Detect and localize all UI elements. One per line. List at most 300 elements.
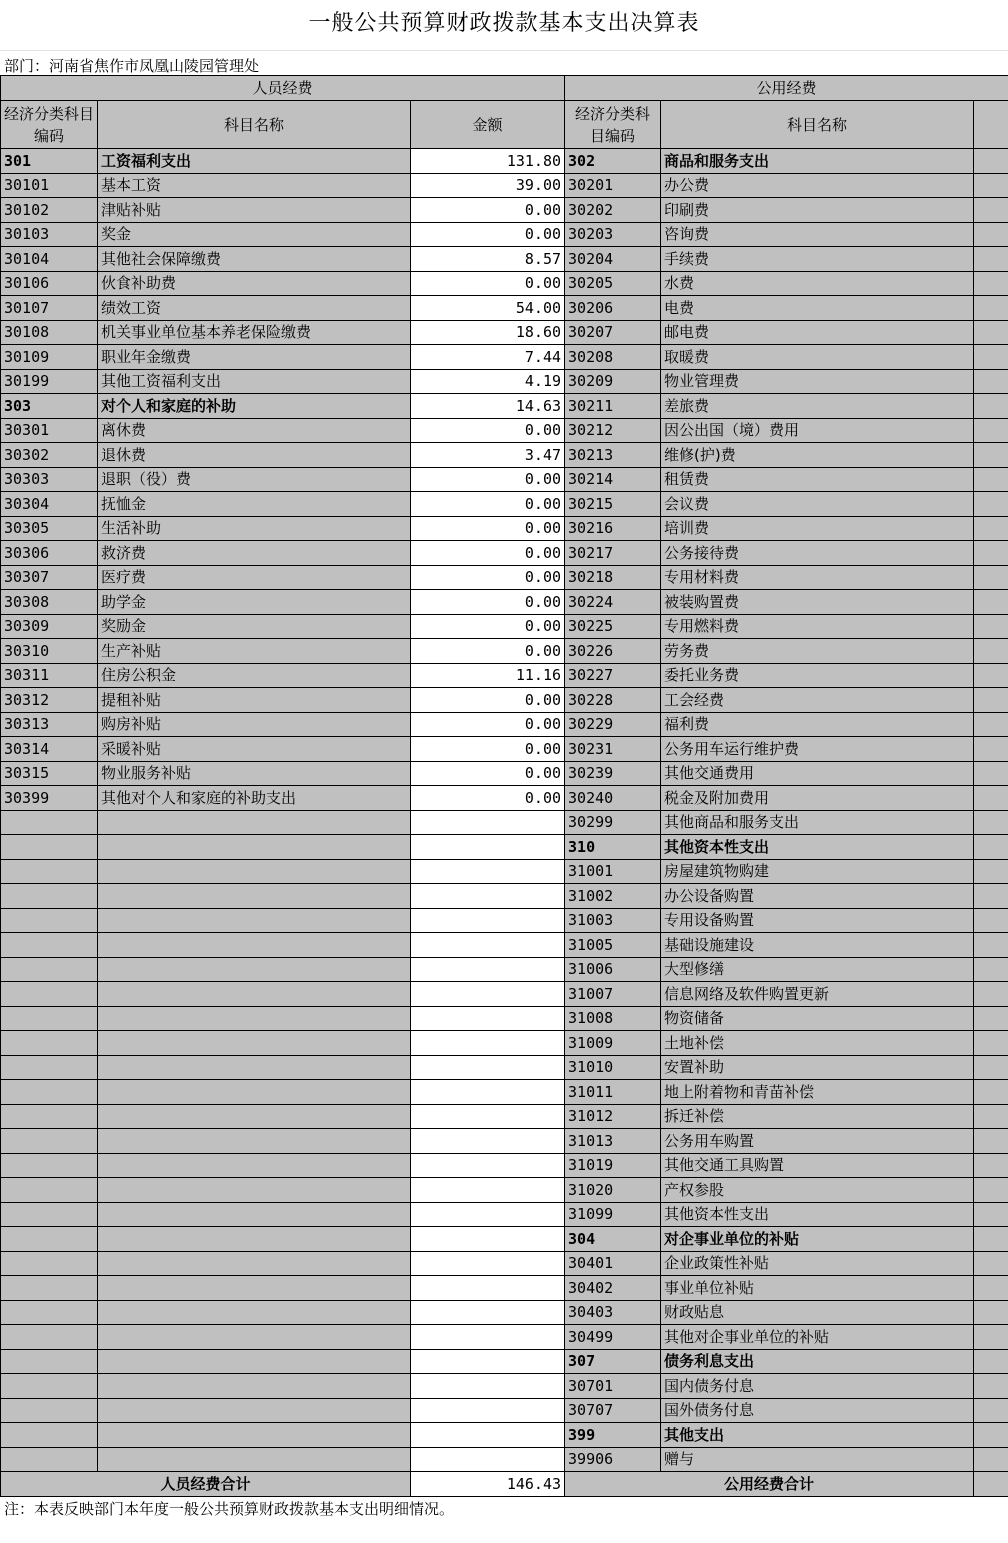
public-name-cell[interactable]: 咨询费 (661, 222, 974, 247)
public-amount-cell[interactable] (974, 712, 1008, 737)
personnel-code-cell[interactable]: 303 (1, 394, 98, 419)
public-name-cell[interactable]: 安置补助 (661, 1055, 974, 1080)
personnel-amount-cell[interactable]: 7.44 (411, 345, 565, 370)
public-amount-cell[interactable] (974, 1227, 1008, 1252)
public-name-cell[interactable]: 其他资本性支出 (661, 835, 974, 860)
personnel-code-cell[interactable]: 30311 (1, 663, 98, 688)
personnel-amount-cell[interactable]: 0.00 (411, 467, 565, 492)
personnel-amount-cell[interactable]: 0.00 (411, 565, 565, 590)
personnel-amount-cell[interactable] (411, 1349, 565, 1374)
public-name-cell[interactable]: 劳务费 (661, 639, 974, 664)
personnel-code-cell[interactable] (1, 1006, 98, 1031)
personnel-code-cell[interactable] (1, 835, 98, 860)
personnel-code-cell[interactable]: 301 (1, 149, 98, 174)
personnel-amount-cell[interactable]: 0.00 (411, 492, 565, 517)
personnel-amount-cell[interactable]: 14.63 (411, 394, 565, 419)
personnel-name-cell[interactable] (98, 1080, 411, 1105)
personnel-name-cell[interactable]: 医疗费 (98, 565, 411, 590)
personnel-code-cell[interactable] (1, 1325, 98, 1350)
personnel-name-cell[interactable] (98, 1055, 411, 1080)
public-code-cell[interactable]: 31001 (565, 859, 661, 884)
personnel-amount-cell[interactable]: 0.00 (411, 614, 565, 639)
public-code-cell[interactable]: 31006 (565, 957, 661, 982)
personnel-name-cell[interactable]: 离休费 (98, 418, 411, 443)
personnel-name-cell[interactable] (98, 884, 411, 909)
personnel-name-cell[interactable]: 奖金 (98, 222, 411, 247)
public-name-cell[interactable]: 物业管理费 (661, 369, 974, 394)
personnel-code-cell[interactable]: 30101 (1, 173, 98, 198)
public-name-cell[interactable]: 税金及附加费用 (661, 786, 974, 811)
public-amount-cell[interactable] (974, 1080, 1008, 1105)
public-amount-cell[interactable] (974, 590, 1008, 615)
personnel-amount-cell[interactable]: 131.80 (411, 149, 565, 174)
personnel-code-cell[interactable] (1, 1447, 98, 1472)
public-amount-cell[interactable] (974, 1202, 1008, 1227)
personnel-amount-cell[interactable]: 0.00 (411, 786, 565, 811)
personnel-code-cell[interactable] (1, 1055, 98, 1080)
public-amount-cell[interactable] (974, 1300, 1008, 1325)
public-amount-cell[interactable] (974, 1276, 1008, 1301)
public-code-cell[interactable]: 30218 (565, 565, 661, 590)
personnel-amount-cell[interactable] (411, 1031, 565, 1056)
public-code-cell[interactable]: 30224 (565, 590, 661, 615)
public-name-cell[interactable]: 其他交通工具购置 (661, 1153, 974, 1178)
public-name-cell[interactable]: 债务利息支出 (661, 1349, 974, 1374)
public-code-cell[interactable]: 30225 (565, 614, 661, 639)
personnel-code-cell[interactable]: 30108 (1, 320, 98, 345)
personnel-code-cell[interactable] (1, 1349, 98, 1374)
personnel-name-cell[interactable] (98, 1202, 411, 1227)
personnel-code-cell[interactable] (1, 1153, 98, 1178)
public-code-cell[interactable]: 31002 (565, 884, 661, 909)
public-amount-cell[interactable] (974, 688, 1008, 713)
public-code-cell[interactable]: 31013 (565, 1129, 661, 1154)
personnel-amount-cell[interactable] (411, 1398, 565, 1423)
public-code-cell[interactable]: 30213 (565, 443, 661, 468)
personnel-code-cell[interactable]: 30109 (1, 345, 98, 370)
personnel-name-cell[interactable] (98, 982, 411, 1007)
personnel-code-cell[interactable]: 30310 (1, 639, 98, 664)
public-name-cell[interactable]: 其他资本性支出 (661, 1202, 974, 1227)
public-code-cell[interactable]: 30205 (565, 271, 661, 296)
personnel-name-cell[interactable] (98, 1423, 411, 1448)
public-name-cell[interactable]: 公务用车购置 (661, 1129, 974, 1154)
personnel-name-cell[interactable] (98, 1447, 411, 1472)
public-name-cell[interactable]: 产权参股 (661, 1178, 974, 1203)
public-code-cell[interactable]: 30217 (565, 541, 661, 566)
public-code-cell[interactable]: 307 (565, 1349, 661, 1374)
personnel-code-cell[interactable] (1, 1251, 98, 1276)
public-amount-cell[interactable] (974, 1031, 1008, 1056)
public-name-cell[interactable]: 福利费 (661, 712, 974, 737)
public-code-cell[interactable]: 30204 (565, 247, 661, 272)
public-amount-cell[interactable] (974, 173, 1008, 198)
public-code-cell[interactable]: 30215 (565, 492, 661, 517)
public-amount-cell[interactable] (974, 1398, 1008, 1423)
public-amount-cell[interactable] (974, 1104, 1008, 1129)
personnel-name-cell[interactable] (98, 1349, 411, 1374)
personnel-amount-cell[interactable] (411, 957, 565, 982)
personnel-name-cell[interactable] (98, 1398, 411, 1423)
public-code-cell[interactable]: 399 (565, 1423, 661, 1448)
public-amount-cell[interactable] (974, 614, 1008, 639)
personnel-amount-cell[interactable] (411, 1055, 565, 1080)
personnel-name-cell[interactable] (98, 1227, 411, 1252)
public-code-cell[interactable]: 30211 (565, 394, 661, 419)
personnel-amount-cell[interactable] (411, 1129, 565, 1154)
personnel-name-cell[interactable] (98, 933, 411, 958)
personnel-code-cell[interactable]: 30399 (1, 786, 98, 811)
public-code-cell[interactable]: 30209 (565, 369, 661, 394)
personnel-amount-cell[interactable] (411, 835, 565, 860)
public-name-cell[interactable]: 地上附着物和青苗补偿 (661, 1080, 974, 1105)
personnel-amount-cell[interactable] (411, 1080, 565, 1105)
personnel-total-amount[interactable]: 146.43 (411, 1472, 565, 1497)
personnel-name-cell[interactable] (98, 1031, 411, 1056)
personnel-amount-cell[interactable] (411, 1447, 565, 1472)
personnel-code-cell[interactable]: 30102 (1, 198, 98, 223)
public-amount-cell[interactable] (974, 786, 1008, 811)
public-amount-cell[interactable] (974, 516, 1008, 541)
public-amount-cell[interactable] (974, 1349, 1008, 1374)
public-name-cell[interactable]: 大型修缮 (661, 957, 974, 982)
personnel-code-cell[interactable]: 30309 (1, 614, 98, 639)
personnel-code-cell[interactable] (1, 1300, 98, 1325)
personnel-name-cell[interactable] (98, 1178, 411, 1203)
public-amount-cell[interactable] (974, 761, 1008, 786)
public-code-cell[interactable]: 304 (565, 1227, 661, 1252)
public-amount-cell[interactable] (974, 982, 1008, 1007)
personnel-amount-cell[interactable] (411, 1374, 565, 1399)
personnel-name-cell[interactable]: 退休费 (98, 443, 411, 468)
personnel-name-cell[interactable] (98, 1374, 411, 1399)
personnel-code-cell[interactable]: 30305 (1, 516, 98, 541)
public-code-cell[interactable]: 31012 (565, 1104, 661, 1129)
public-code-cell[interactable]: 30239 (565, 761, 661, 786)
personnel-amount-cell[interactable] (411, 933, 565, 958)
public-name-cell[interactable]: 商品和服务支出 (661, 149, 974, 174)
public-code-cell[interactable]: 30240 (565, 786, 661, 811)
personnel-name-cell[interactable]: 抚恤金 (98, 492, 411, 517)
personnel-amount-cell[interactable]: 3.47 (411, 443, 565, 468)
public-code-cell[interactable]: 30228 (565, 688, 661, 713)
public-amount-cell[interactable] (974, 1251, 1008, 1276)
public-code-cell[interactable]: 31003 (565, 908, 661, 933)
public-code-cell[interactable]: 31009 (565, 1031, 661, 1056)
personnel-name-cell[interactable]: 住房公积金 (98, 663, 411, 688)
personnel-code-cell[interactable] (1, 1080, 98, 1105)
public-name-cell[interactable]: 租赁费 (661, 467, 974, 492)
personnel-name-cell[interactable]: 救济费 (98, 541, 411, 566)
public-amount-cell[interactable] (974, 737, 1008, 762)
personnel-amount-cell[interactable]: 0.00 (411, 418, 565, 443)
personnel-code-cell[interactable] (1, 1129, 98, 1154)
personnel-code-cell[interactable] (1, 1031, 98, 1056)
personnel-amount-cell[interactable]: 0.00 (411, 639, 565, 664)
public-name-cell[interactable]: 公务用车运行维护费 (661, 737, 974, 762)
personnel-code-cell[interactable]: 30106 (1, 271, 98, 296)
public-amount-cell[interactable] (974, 394, 1008, 419)
public-name-cell[interactable]: 对企事业单位的补贴 (661, 1227, 974, 1252)
personnel-name-cell[interactable]: 购房补贴 (98, 712, 411, 737)
public-name-cell[interactable]: 事业单位补贴 (661, 1276, 974, 1301)
public-amount-cell[interactable] (974, 639, 1008, 664)
personnel-amount-cell[interactable] (411, 1227, 565, 1252)
personnel-name-cell[interactable]: 生产补贴 (98, 639, 411, 664)
personnel-code-cell[interactable]: 30301 (1, 418, 98, 443)
personnel-name-cell[interactable] (98, 1006, 411, 1031)
personnel-amount-cell[interactable] (411, 1178, 565, 1203)
public-name-cell[interactable]: 工会经费 (661, 688, 974, 713)
public-name-cell[interactable]: 电费 (661, 296, 974, 321)
personnel-name-cell[interactable]: 机关事业单位基本养老保险缴费 (98, 320, 411, 345)
personnel-amount-cell[interactable]: 0.00 (411, 271, 565, 296)
personnel-amount-cell[interactable]: 0.00 (411, 688, 565, 713)
public-amount-cell[interactable] (974, 541, 1008, 566)
public-name-cell[interactable]: 专用设备购置 (661, 908, 974, 933)
personnel-code-cell[interactable]: 30312 (1, 688, 98, 713)
personnel-amount-cell[interactable] (411, 1104, 565, 1129)
public-amount-cell[interactable] (974, 1178, 1008, 1203)
personnel-code-cell[interactable] (1, 859, 98, 884)
public-name-cell[interactable]: 差旅费 (661, 394, 974, 419)
public-amount-cell[interactable] (974, 957, 1008, 982)
public-name-cell[interactable]: 房屋建筑物购建 (661, 859, 974, 884)
public-name-cell[interactable]: 其他交通费用 (661, 761, 974, 786)
personnel-code-cell[interactable] (1, 1202, 98, 1227)
public-code-cell[interactable]: 31008 (565, 1006, 661, 1031)
public-amount-cell[interactable] (974, 1374, 1008, 1399)
personnel-amount-cell[interactable]: 0.00 (411, 761, 565, 786)
personnel-code-cell[interactable]: 30199 (1, 369, 98, 394)
public-amount-cell[interactable] (974, 369, 1008, 394)
personnel-amount-cell[interactable]: 4.19 (411, 369, 565, 394)
personnel-code-cell[interactable] (1, 933, 98, 958)
personnel-name-cell[interactable]: 其他工资福利支出 (98, 369, 411, 394)
personnel-name-cell[interactable] (98, 859, 411, 884)
personnel-code-cell[interactable]: 30302 (1, 443, 98, 468)
personnel-amount-cell[interactable] (411, 1251, 565, 1276)
personnel-name-cell[interactable] (98, 1276, 411, 1301)
public-amount-cell[interactable] (974, 149, 1008, 174)
public-code-cell[interactable]: 31019 (565, 1153, 661, 1178)
public-amount-cell[interactable] (974, 320, 1008, 345)
personnel-code-cell[interactable] (1, 1423, 98, 1448)
public-amount-cell[interactable] (974, 835, 1008, 860)
personnel-amount-cell[interactable]: 0.00 (411, 590, 565, 615)
public-name-cell[interactable]: 办公设备购置 (661, 884, 974, 909)
personnel-code-cell[interactable]: 30103 (1, 222, 98, 247)
personnel-name-cell[interactable]: 其他对个人和家庭的补助支出 (98, 786, 411, 811)
personnel-code-cell[interactable] (1, 1398, 98, 1423)
public-name-cell[interactable]: 其他支出 (661, 1423, 974, 1448)
public-name-cell[interactable]: 赠与 (661, 1447, 974, 1472)
personnel-amount-cell[interactable] (411, 1006, 565, 1031)
personnel-code-cell[interactable]: 30107 (1, 296, 98, 321)
public-amount-cell[interactable] (974, 271, 1008, 296)
public-code-cell[interactable]: 30203 (565, 222, 661, 247)
personnel-name-cell[interactable]: 其他社会保障缴费 (98, 247, 411, 272)
personnel-name-cell[interactable] (98, 1129, 411, 1154)
personnel-name-cell[interactable] (98, 810, 411, 835)
public-amount-cell[interactable] (974, 467, 1008, 492)
personnel-code-cell[interactable]: 30313 (1, 712, 98, 737)
personnel-code-cell[interactable] (1, 1276, 98, 1301)
public-amount-cell[interactable] (974, 443, 1008, 468)
personnel-amount-cell[interactable]: 54.00 (411, 296, 565, 321)
public-code-cell[interactable]: 30402 (565, 1276, 661, 1301)
public-code-cell[interactable]: 31005 (565, 933, 661, 958)
public-amount-cell[interactable] (974, 810, 1008, 835)
personnel-code-cell[interactable]: 30104 (1, 247, 98, 272)
personnel-amount-cell[interactable]: 0.00 (411, 198, 565, 223)
public-amount-cell[interactable] (974, 663, 1008, 688)
personnel-name-cell[interactable]: 奖励金 (98, 614, 411, 639)
public-name-cell[interactable]: 手续费 (661, 247, 974, 272)
personnel-amount-cell[interactable]: 0.00 (411, 222, 565, 247)
public-name-cell[interactable]: 邮电费 (661, 320, 974, 345)
personnel-name-cell[interactable]: 基本工资 (98, 173, 411, 198)
public-code-cell[interactable]: 30202 (565, 198, 661, 223)
public-code-cell[interactable]: 30229 (565, 712, 661, 737)
public-name-cell[interactable]: 国内债务付息 (661, 1374, 974, 1399)
personnel-name-cell[interactable] (98, 1300, 411, 1325)
public-amount-cell[interactable] (974, 296, 1008, 321)
personnel-code-cell[interactable]: 30315 (1, 761, 98, 786)
public-amount-cell[interactable] (974, 1325, 1008, 1350)
personnel-amount-cell[interactable] (411, 982, 565, 1007)
public-code-cell[interactable]: 30701 (565, 1374, 661, 1399)
personnel-name-cell[interactable]: 物业服务补贴 (98, 761, 411, 786)
personnel-code-cell[interactable] (1, 1104, 98, 1129)
public-code-cell[interactable]: 30201 (565, 173, 661, 198)
public-amount-cell[interactable] (974, 247, 1008, 272)
public-code-cell[interactable]: 30216 (565, 516, 661, 541)
personnel-amount-cell[interactable]: 39.00 (411, 173, 565, 198)
public-name-cell[interactable]: 土地补偿 (661, 1031, 974, 1056)
personnel-amount-cell[interactable]: 0.00 (411, 712, 565, 737)
public-name-cell[interactable]: 会议费 (661, 492, 974, 517)
personnel-name-cell[interactable]: 采暖补贴 (98, 737, 411, 762)
public-code-cell[interactable]: 30226 (565, 639, 661, 664)
personnel-amount-cell[interactable] (411, 859, 565, 884)
public-amount-cell[interactable] (974, 1423, 1008, 1448)
public-name-cell[interactable]: 企业政策性补贴 (661, 1251, 974, 1276)
personnel-name-cell[interactable]: 伙食补助费 (98, 271, 411, 296)
personnel-name-cell[interactable]: 绩效工资 (98, 296, 411, 321)
public-code-cell[interactable]: 31010 (565, 1055, 661, 1080)
public-amount-cell[interactable] (974, 1153, 1008, 1178)
personnel-name-cell[interactable]: 生活补助 (98, 516, 411, 541)
personnel-code-cell[interactable] (1, 1374, 98, 1399)
personnel-amount-cell[interactable] (411, 810, 565, 835)
personnel-amount-cell[interactable] (411, 1325, 565, 1350)
public-name-cell[interactable]: 公务接待费 (661, 541, 974, 566)
personnel-name-cell[interactable]: 津贴补贴 (98, 198, 411, 223)
public-code-cell[interactable]: 30707 (565, 1398, 661, 1423)
public-name-cell[interactable]: 专用燃料费 (661, 614, 974, 639)
personnel-name-cell[interactable] (98, 1251, 411, 1276)
public-code-cell[interactable]: 310 (565, 835, 661, 860)
personnel-name-cell[interactable]: 助学金 (98, 590, 411, 615)
public-name-cell[interactable]: 水费 (661, 271, 974, 296)
personnel-name-cell[interactable] (98, 835, 411, 860)
public-total-amount[interactable] (974, 1472, 1008, 1497)
public-amount-cell[interactable] (974, 933, 1008, 958)
personnel-amount-cell[interactable]: 0.00 (411, 541, 565, 566)
public-amount-cell[interactable] (974, 492, 1008, 517)
public-name-cell[interactable]: 办公费 (661, 173, 974, 198)
public-name-cell[interactable]: 培训费 (661, 516, 974, 541)
public-code-cell[interactable]: 30231 (565, 737, 661, 762)
public-name-cell[interactable]: 专用材料费 (661, 565, 974, 590)
personnel-name-cell[interactable] (98, 1325, 411, 1350)
public-name-cell[interactable]: 基础设施建设 (661, 933, 974, 958)
personnel-code-cell[interactable] (1, 1178, 98, 1203)
public-code-cell[interactable]: 31099 (565, 1202, 661, 1227)
personnel-amount-cell[interactable]: 0.00 (411, 737, 565, 762)
public-code-cell[interactable]: 31020 (565, 1178, 661, 1203)
public-name-cell[interactable]: 物资储备 (661, 1006, 974, 1031)
personnel-name-cell[interactable] (98, 1153, 411, 1178)
public-amount-cell[interactable] (974, 1055, 1008, 1080)
public-amount-cell[interactable] (974, 418, 1008, 443)
personnel-code-cell[interactable] (1, 810, 98, 835)
public-amount-cell[interactable] (974, 1447, 1008, 1472)
public-name-cell[interactable]: 信息网络及软件购置更新 (661, 982, 974, 1007)
personnel-name-cell[interactable]: 职业年金缴费 (98, 345, 411, 370)
personnel-amount-cell[interactable] (411, 1153, 565, 1178)
personnel-code-cell[interactable] (1, 884, 98, 909)
personnel-name-cell[interactable]: 工资福利支出 (98, 149, 411, 174)
public-name-cell[interactable]: 被装购置费 (661, 590, 974, 615)
personnel-amount-cell[interactable] (411, 908, 565, 933)
public-code-cell[interactable]: 30227 (565, 663, 661, 688)
personnel-name-cell[interactable]: 退职（役）费 (98, 467, 411, 492)
public-code-cell[interactable]: 30208 (565, 345, 661, 370)
personnel-amount-cell[interactable]: 8.57 (411, 247, 565, 272)
public-code-cell[interactable]: 30403 (565, 1300, 661, 1325)
public-name-cell[interactable]: 维修(护)费 (661, 443, 974, 468)
public-amount-cell[interactable] (974, 565, 1008, 590)
personnel-amount-cell[interactable]: 11.16 (411, 663, 565, 688)
personnel-code-cell[interactable] (1, 957, 98, 982)
personnel-amount-cell[interactable]: 18.60 (411, 320, 565, 345)
personnel-code-cell[interactable] (1, 1227, 98, 1252)
public-amount-cell[interactable] (974, 345, 1008, 370)
personnel-name-cell[interactable]: 对个人和家庭的补助 (98, 394, 411, 419)
public-amount-cell[interactable] (974, 198, 1008, 223)
personnel-name-cell[interactable]: 提租补贴 (98, 688, 411, 713)
personnel-code-cell[interactable] (1, 908, 98, 933)
personnel-code-cell[interactable]: 30304 (1, 492, 98, 517)
personnel-amount-cell[interactable] (411, 1202, 565, 1227)
public-code-cell[interactable]: 31007 (565, 982, 661, 1007)
personnel-code-cell[interactable] (1, 982, 98, 1007)
public-name-cell[interactable]: 拆迁补偿 (661, 1104, 974, 1129)
public-name-cell[interactable]: 因公出国（境）费用 (661, 418, 974, 443)
personnel-code-cell[interactable]: 30314 (1, 737, 98, 762)
public-name-cell[interactable]: 印刷费 (661, 198, 974, 223)
public-amount-cell[interactable] (974, 859, 1008, 884)
public-code-cell[interactable]: 30207 (565, 320, 661, 345)
public-code-cell[interactable]: 31011 (565, 1080, 661, 1105)
personnel-amount-cell[interactable] (411, 1300, 565, 1325)
public-amount-cell[interactable] (974, 908, 1008, 933)
personnel-amount-cell[interactable]: 0.00 (411, 516, 565, 541)
personnel-amount-cell[interactable] (411, 884, 565, 909)
personnel-name-cell[interactable] (98, 1104, 411, 1129)
